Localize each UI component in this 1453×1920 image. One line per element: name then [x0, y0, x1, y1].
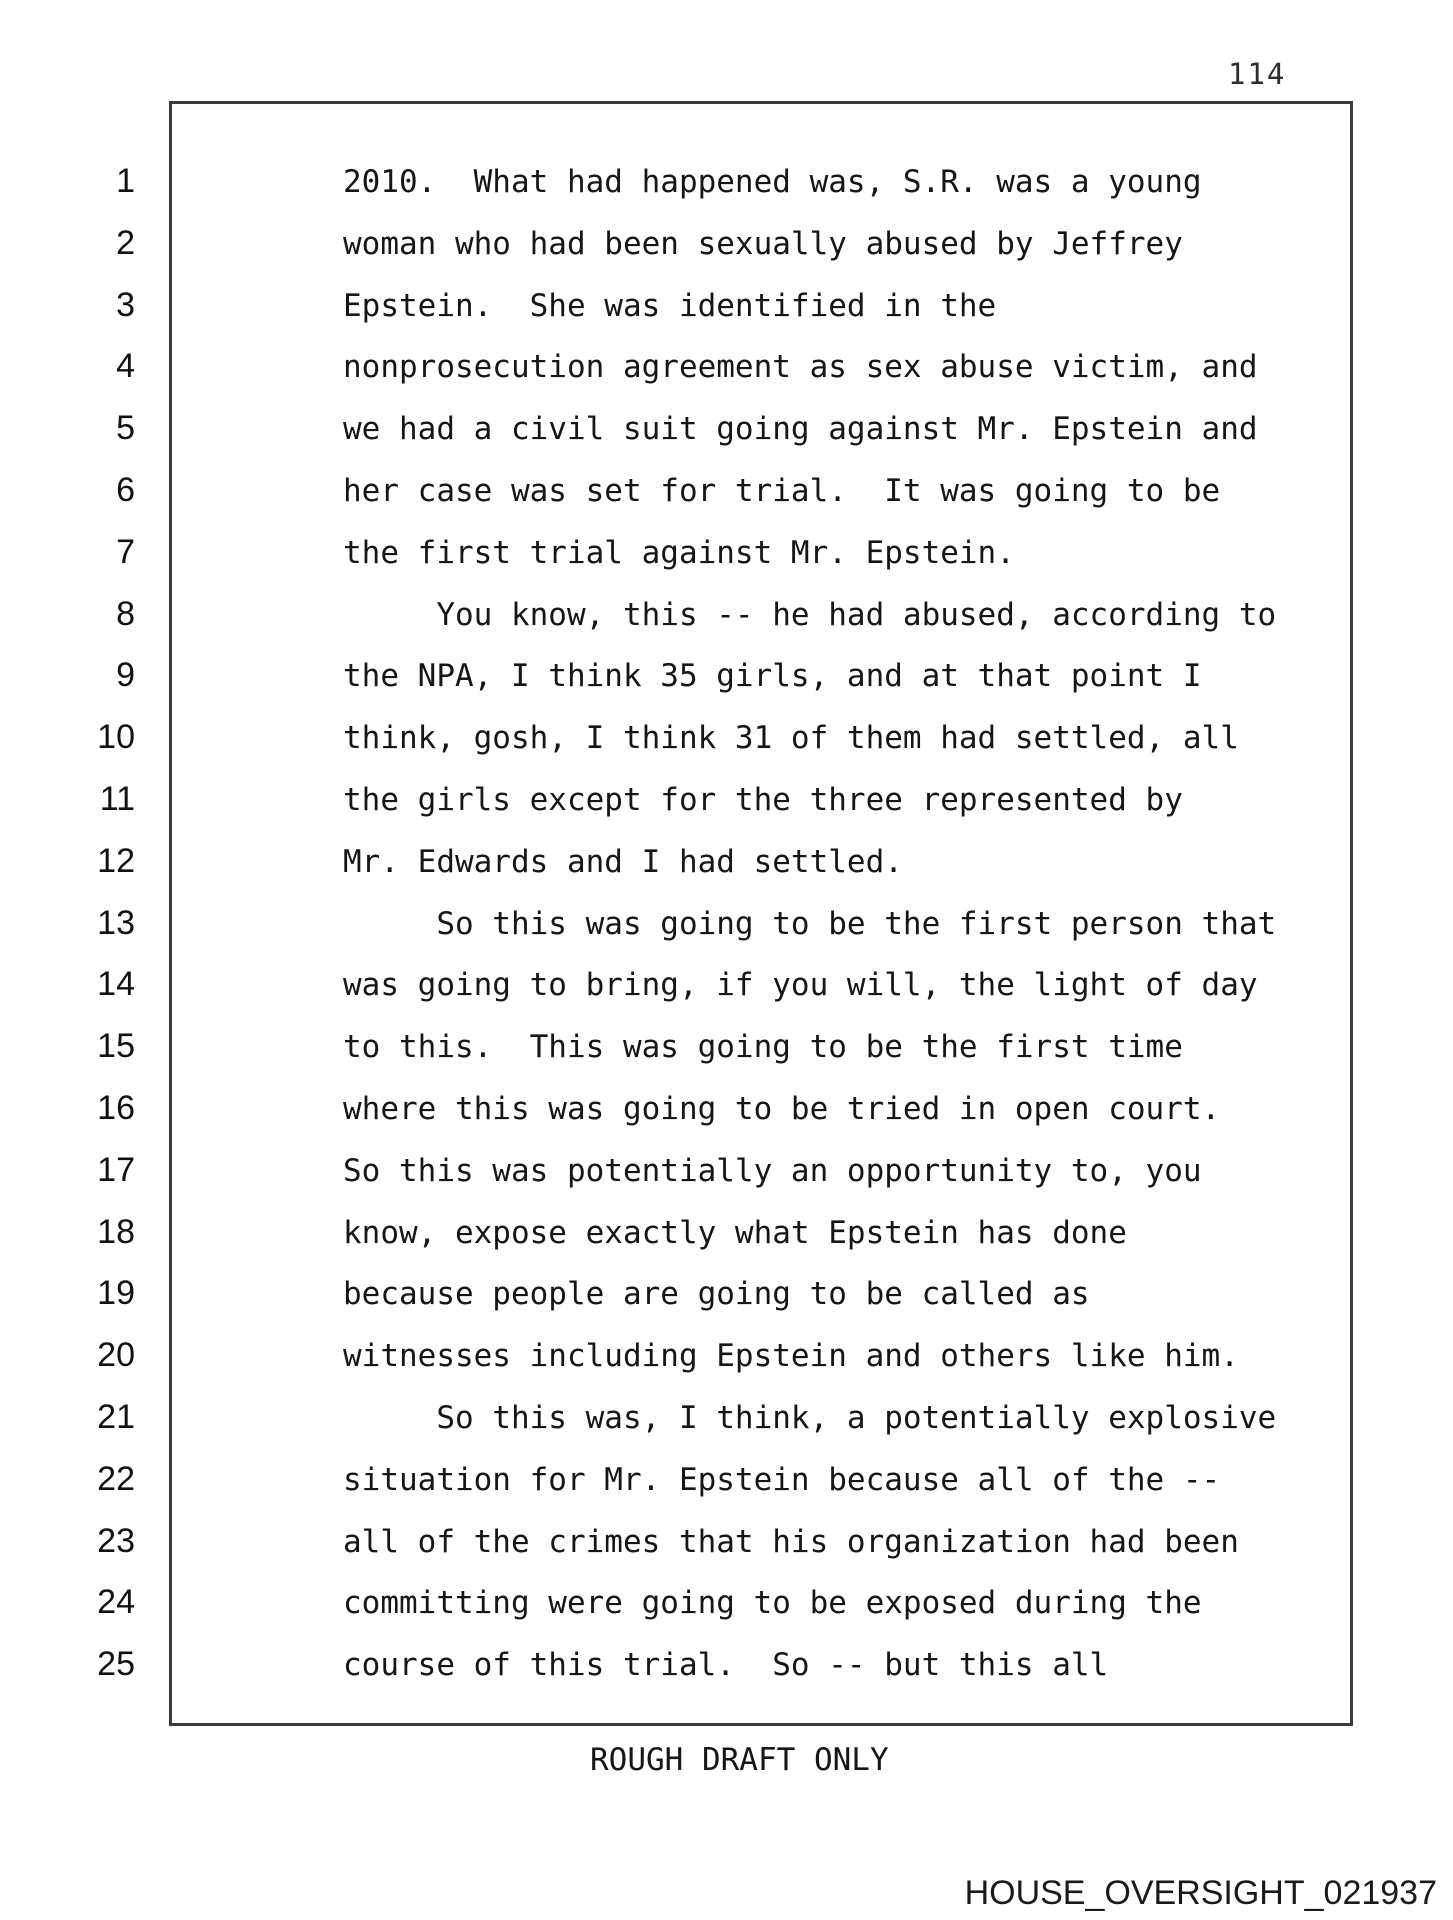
line-number: 24 [97, 1583, 135, 1622]
transcript-line [0, 1325, 1453, 1387]
line-number: 3 [116, 285, 135, 324]
line-text: all of the crimes that his organization had been [343, 1523, 1239, 1560]
line-number: 16 [97, 1088, 135, 1127]
transcript-line [0, 1387, 1453, 1449]
line-number: 18 [97, 1212, 135, 1251]
line-number: 14 [97, 965, 135, 1004]
line-text: 2010. What had happened was, S.R. was a young [343, 164, 1202, 200]
transcript-line [0, 645, 1453, 707]
line-number: 9 [116, 656, 135, 695]
transcript-line [0, 1263, 1453, 1325]
transcript-line [0, 893, 1453, 955]
transcript-line [0, 336, 1453, 398]
transcript-line [0, 213, 1453, 275]
line-number: 21 [97, 1397, 135, 1436]
line-text: her case was set for trial. It was going to be [343, 472, 1221, 509]
line-number: 13 [97, 903, 135, 942]
line-text: where this was going to be tried in open court. [343, 1090, 1221, 1127]
line-text: to this. This was going to be the first time [343, 1029, 1183, 1066]
bates-number: HOUSE_OVERSIGHT_021937 [964, 1874, 1437, 1912]
line-number: 20 [97, 1336, 135, 1375]
transcript-line [0, 151, 1453, 213]
line-text: we had a civil suit going against Mr. Epstein and [343, 411, 1258, 448]
line-text: witnesses including Epstein and others like him. [343, 1338, 1239, 1375]
line-text: You know, this -- he had abused, according to [343, 596, 1277, 633]
transcript-line [0, 460, 1453, 522]
transcript-lines [0, 151, 1453, 1696]
line-number: 4 [116, 347, 135, 386]
line-number: 1 [116, 162, 135, 200]
line-number: 22 [97, 1459, 135, 1498]
rough-draft-stamp: ROUGH DRAFT ONLY [590, 1742, 889, 1778]
line-text: situation for Mr. Epstein because all of the -- [343, 1461, 1221, 1498]
transcript-line [0, 1449, 1453, 1511]
transcript-line [0, 1016, 1453, 1078]
line-text: So this was going to be the first person that [343, 905, 1277, 942]
transcript-line [0, 1634, 1453, 1696]
line-text: think, gosh, I think 31 of them had settled, all [343, 720, 1239, 757]
line-text: committing were going to be exposed during the [343, 1585, 1202, 1622]
line-text: Mr. Edwards and I had settled. [343, 843, 903, 880]
line-number: 19 [97, 1274, 135, 1313]
transcript-line [0, 707, 1453, 769]
line-number: 17 [97, 1150, 135, 1189]
transcript-line [0, 1140, 1453, 1202]
line-number: 8 [116, 594, 135, 633]
transcript-line [0, 584, 1453, 646]
transcript-line [0, 954, 1453, 1016]
line-text: the girls except for the three represented by [343, 781, 1183, 818]
transcript-line [0, 1511, 1453, 1573]
page-number: 114 [1228, 57, 1287, 91]
line-text: was going to bring, if you will, the light of day [343, 967, 1258, 1004]
transcript-line [0, 769, 1453, 831]
line-text: woman who had been sexually abused by Jeffrey [343, 225, 1183, 262]
line-text: the NPA, I think 35 girls, and at that point I [343, 658, 1202, 695]
line-number: 23 [97, 1521, 135, 1560]
transcript-line [0, 275, 1453, 337]
transcript-line [0, 1572, 1453, 1634]
line-number: 7 [116, 532, 135, 571]
line-text: So this was, I think, a potentially explosive [343, 1399, 1277, 1436]
line-number: 10 [97, 718, 135, 757]
transcript-line [0, 522, 1453, 584]
line-text: nonprosecution agreement as sex abuse victim, and [343, 349, 1258, 386]
transcript-line [0, 831, 1453, 893]
transcript-line [0, 398, 1453, 460]
line-text: because people are going to be called as [343, 1276, 1090, 1313]
line-text: the first trial against Mr. Epstein. [343, 534, 1015, 571]
line-number: 12 [97, 841, 135, 880]
line-number: 5 [116, 409, 135, 448]
line-text: So this was potentially an opportunity to, you [343, 1152, 1202, 1189]
line-number: 25 [97, 1645, 135, 1684]
line-text: know, expose exactly what Epstein has done [343, 1214, 1127, 1251]
line-number: 2 [116, 223, 135, 262]
line-text: course of this trial. So -- but this all [343, 1647, 1109, 1684]
line-number: 11 [99, 779, 135, 818]
transcript-line [0, 1202, 1453, 1264]
line-number: 15 [97, 1027, 135, 1066]
line-number: 6 [116, 470, 135, 509]
line-text: Epstein. She was identified in the [343, 287, 997, 324]
transcript-line [0, 1078, 1453, 1140]
